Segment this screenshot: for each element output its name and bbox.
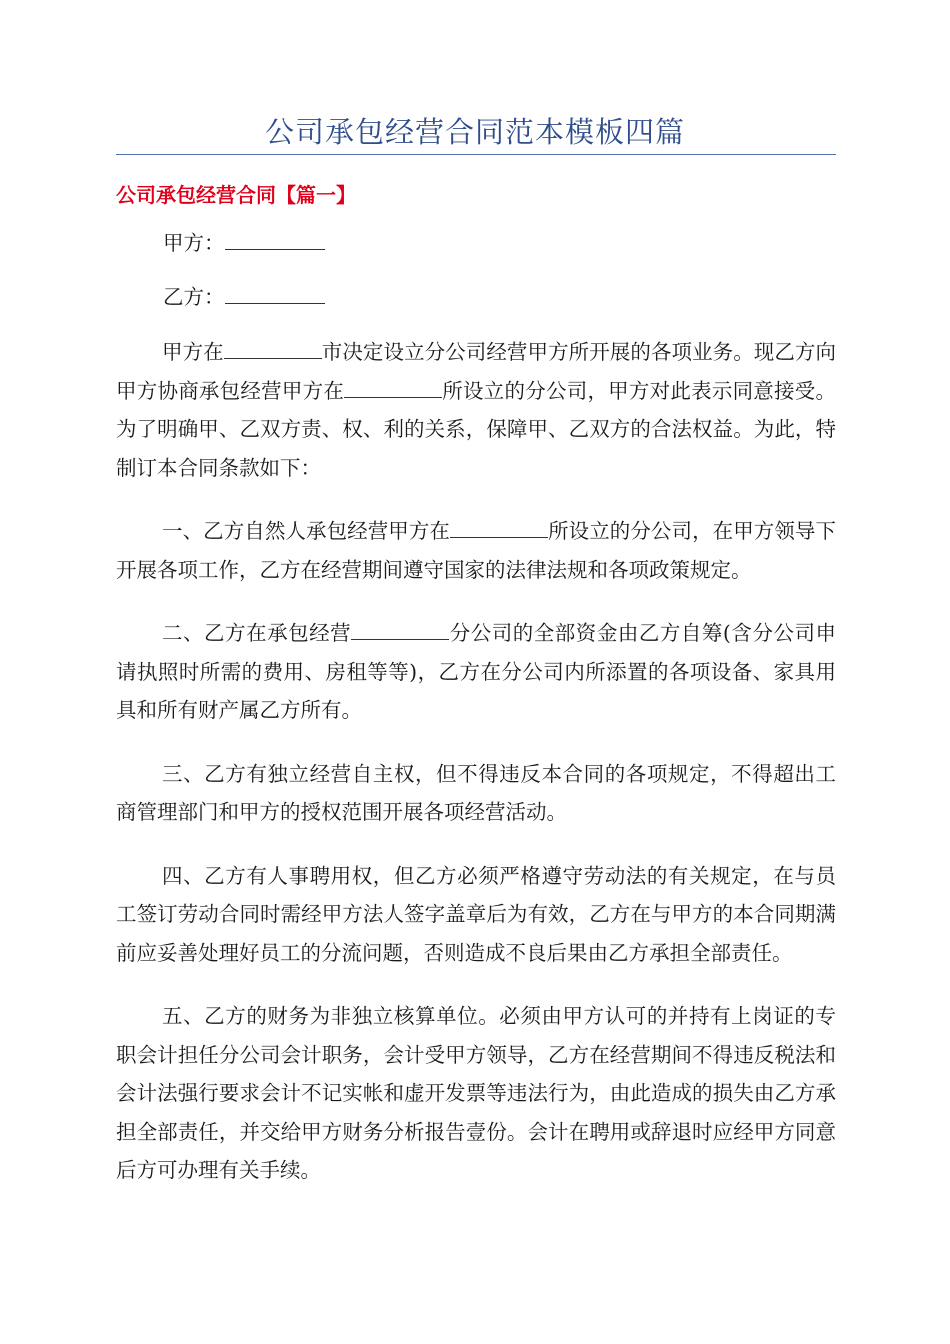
party-b-line [163,278,325,316]
party-b-blank [225,281,325,304]
paragraph-text: 所设立的分公司，在甲方领导下开展各项工作，乙方在经营期间遵守国家的法律法规和各项政策规定。 [116,519,836,582]
paragraph-text: 四、乙方有人事聘用权，但乙方必须严格遵守劳动法的有关规定，在与员工签订劳动合同时需经甲方法人签字盖章后为有效，乙方在与甲方的本合同期满前应妥善处理好员工的分流问题，否则造成不良后果由乙方承担全部责任。 [116,863,836,965]
fill-in-blank [344,377,442,398]
party-a-blank [225,227,325,250]
fill-in-blank [450,517,548,538]
contract-body [116,333,836,1215]
party-a-line [163,224,325,262]
fill-in-blank [224,338,322,359]
title-underline-rule [116,154,836,155]
contract-paragraph [116,614,836,730]
contract-paragraph [116,997,836,1190]
paragraph-text: 五、乙方的财务为非独立核算单位。必须由甲方认可的并持有上岗证的专职会计担任分公司会计职务，会计受甲方领导，乙方在经营期间不得违反税法和会计法强行要求会计不记实帐和虚开发票等违法行为，由此造成的损失由乙方承担全部责任，并交给甲方财务分析报告壹份。会计在聘用或辞退时应经甲方同意后方可办理有关手续。 [116,1004,836,1182]
section-heading: 公司承包经营合同【篇一】 [116,183,356,207]
contract-paragraph [116,755,836,832]
fill-in-blank [351,619,449,640]
paragraph-text: 分公司的全部资金由乙方自筹(含分公司申请执照时所需的费用、房租等等)，乙方在分公司内所添置的各项设备、家具用具和所有财产属乙方所有。 [116,621,837,722]
paragraph-text: 三、乙方有独立经营自主权，但不得违反本合同的各项规定，不得超出工商管理部门和甲方的授权范围开展各项经营活动。 [116,761,836,824]
paragraph-text: 所设立的分公司，甲方对此表示同意接受。为了明确甲、乙双方责、权、利的关系，保障甲、乙双方的合法权益。为此，特制订本合同条款如下： [116,378,837,480]
party-a-label: 甲方： [163,231,225,255]
paragraph-text: 甲方在 [162,340,224,364]
contract-paragraph [116,512,836,589]
contract-paragraph [116,333,836,487]
contract-paragraph [116,857,836,973]
paragraph-text: 一、乙方自然人承包经营甲方在 [162,519,450,543]
party-b-label: 乙方： [163,285,225,309]
paragraph-text: 市决定设立分公司经营甲方所开展的各项业务。现乙方向甲方协商承包经营甲方在 [116,340,837,403]
paragraph-text: 二、乙方在承包经营 [162,621,352,645]
document-title: 公司承包经营合同范本模板四篇 [264,115,685,149]
